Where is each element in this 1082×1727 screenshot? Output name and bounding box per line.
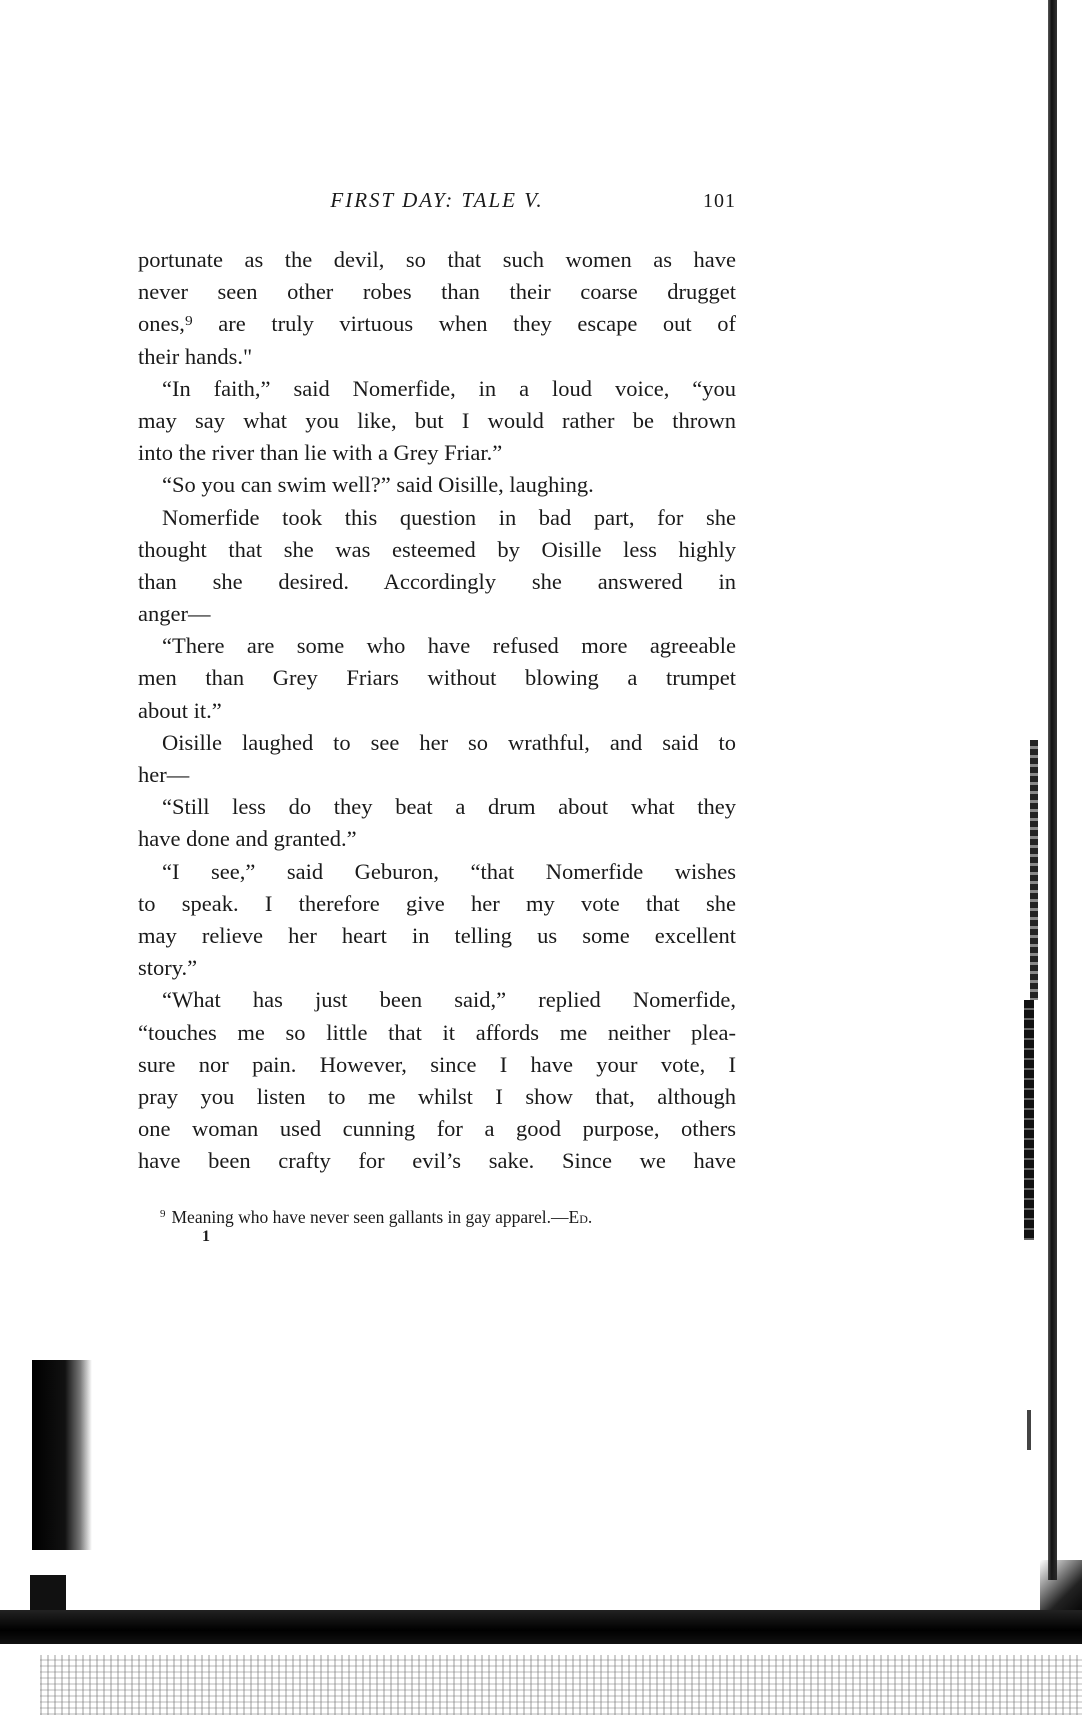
text-line: “In faith,” said Nomerfide, in a loud voice, “you <box>162 375 736 401</box>
scan-tick-right <box>1027 1410 1031 1450</box>
footnote-editor: Ed. <box>568 1207 593 1227</box>
text-line: ones,⁹ are truly virtuous when they escape out of <box>138 311 736 337</box>
scan-edge-right <box>1048 0 1057 1580</box>
text-line: men than Grey Friars without blowing a trumpet <box>138 665 736 691</box>
text-line: may say what you like, but I would rather be thrown <box>138 407 736 433</box>
text-line: sure nor pain. However, since I have your vote, I <box>138 1051 736 1077</box>
text-line: “I see,” said Geburon, “that Nomerfide wishes <box>162 858 736 884</box>
scan-blot-left-lower <box>30 1575 66 1615</box>
scan-blot-left <box>32 1360 92 1550</box>
text-line: may relieve her heart in telling us some excellent <box>138 922 736 948</box>
scan-mark-right <box>1030 740 1038 1000</box>
scan-mark-right-lower <box>1024 1000 1034 1240</box>
text-line: pray you listen to me whilst I show that, although <box>138 1083 736 1109</box>
footnote-text: Meaning who have never seen gallants in gay apparel.— <box>171 1207 569 1227</box>
text-line: one woman used cunning for a good purpose, others <box>138 1116 736 1142</box>
text-line: than she desired. Accordingly she answered in <box>138 568 736 594</box>
text-line: have been crafty for evil’s sake. Since we have <box>138 1148 736 1174</box>
text-line: “So you can swim well?” said Oisille, laughing. <box>162 472 594 498</box>
page-number: 101 <box>703 190 736 212</box>
text-line: portunate as the devil, so that such women as have <box>138 247 736 272</box>
text-line: her— <box>138 762 190 787</box>
signature-mark: 1 <box>202 1228 210 1245</box>
body-text <box>138 244 736 1177</box>
text-line: never seen other robes than their coarse drugget <box>138 279 736 305</box>
text-line: “There are some who have refused more agreeable <box>162 633 736 659</box>
running-title: FIRST DAY: TALE V. <box>330 188 544 212</box>
running-head <box>138 188 736 222</box>
text-line: to speak. I therefore give her my vote that she <box>138 890 736 916</box>
text-line: “What has just been said,” replied Nomerfide, <box>162 987 736 1013</box>
text-line: Oisille laughed to see her so wrathful, and said to <box>162 729 736 755</box>
footnote <box>160 1203 720 1228</box>
text-line: “touches me so little that it affords me neither plea- <box>138 1019 736 1045</box>
text-line: into the river than lie with a Grey Friar.” <box>138 440 503 466</box>
text-line: about it.” <box>138 697 222 723</box>
text-line: thought that she was esteemed by Oisille less highly <box>138 536 736 562</box>
text-line: story.” <box>138 955 198 981</box>
text-line: Nomerfide took this question in bad part, for she <box>162 504 736 530</box>
scan-bottom-noise <box>40 1655 1082 1715</box>
scan-bottom-bar <box>0 1610 1082 1644</box>
text-line: have done and granted.” <box>138 826 357 852</box>
text-line: anger— <box>138 601 211 627</box>
text-line: their hands." <box>138 343 253 369</box>
footnote-marker: 9 <box>160 1208 166 1220</box>
text-line: “Still less do they beat a drum about what they <box>162 794 736 820</box>
